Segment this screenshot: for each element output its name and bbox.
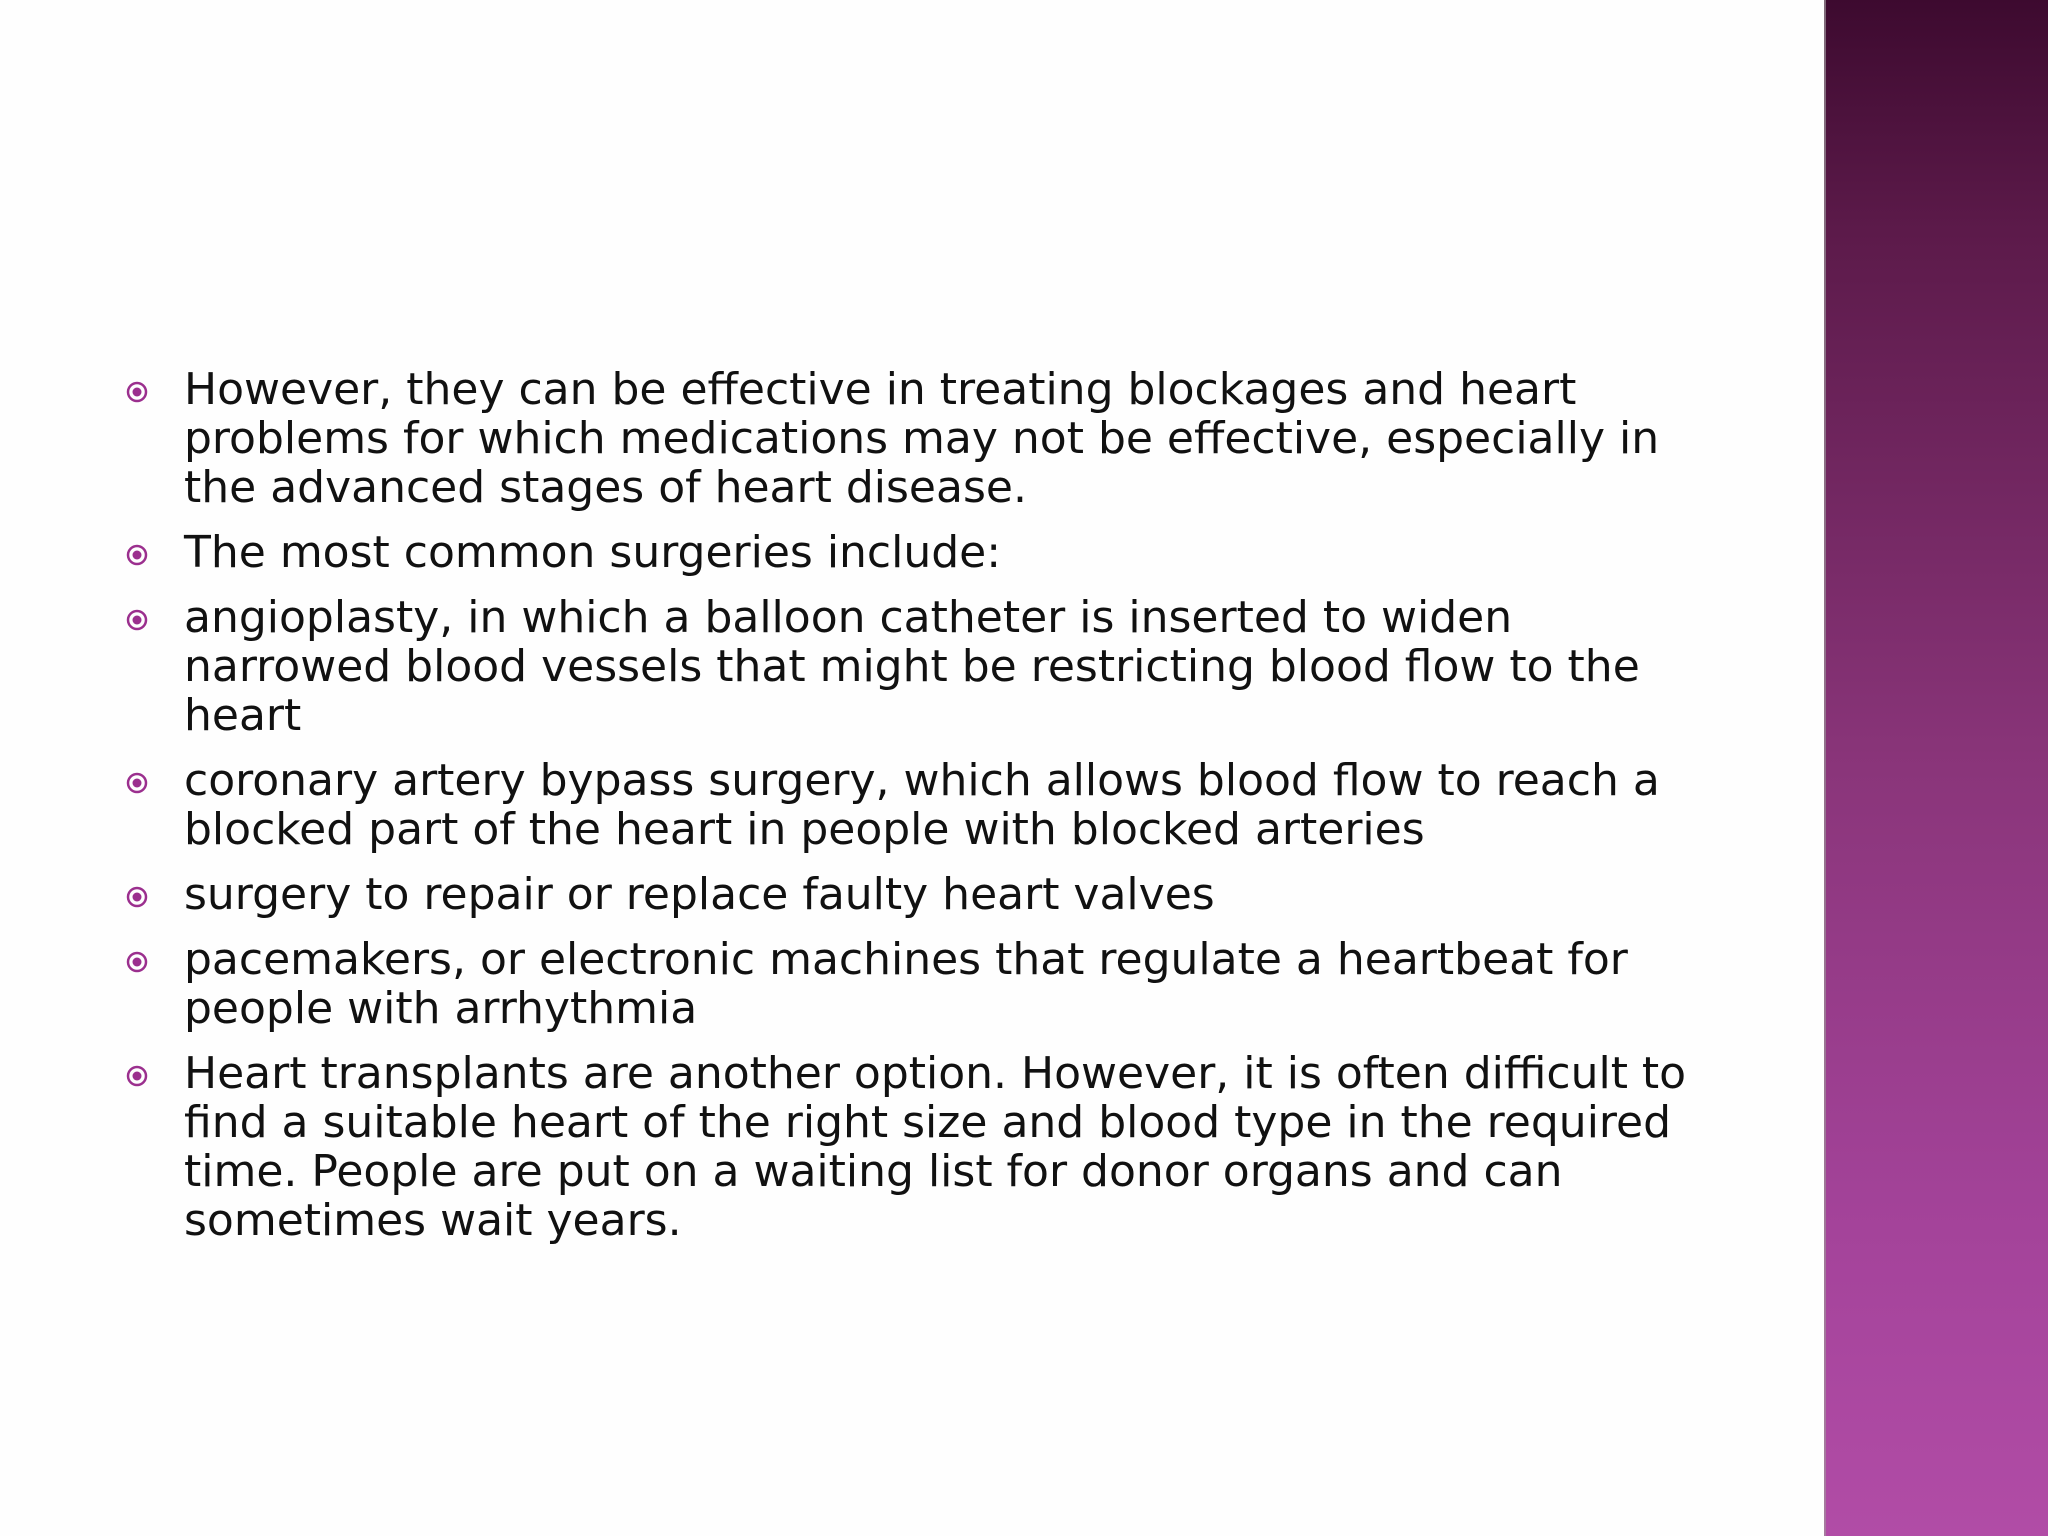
list-item [120, 1049, 1720, 1245]
bullet-list [120, 365, 1720, 1261]
circled-dot-icon [126, 1065, 148, 1087]
list-item [120, 870, 1720, 919]
list-item [120, 593, 1720, 740]
bullet-text: Heart transplants are another option. However, it is often difficult to find a suitable heart of the right size and blood type in the required time. People are put on a waiting list for donor organs and can sometimes wait years. [184, 1048, 1687, 1246]
bullet-text: surgery to repair or replace faulty heart valves [184, 869, 1215, 920]
bullet-text: angioplasty, in which a balloon catheter is inserted to widen narrowed blood vessels that might be restricting blood flow to the heart [184, 592, 1640, 741]
bullet-text: pacemakers, or electronic machines that regulate a heartbeat for people with arrhythmia [184, 934, 1628, 1034]
bullet-text: coronary artery bypass surgery, which allows blood flow to reach a blocked part of the heart in people with blocked arteries [184, 755, 1660, 855]
circled-dot-icon [126, 772, 148, 794]
list-item [120, 365, 1720, 512]
circled-dot-icon [126, 609, 148, 631]
list-item [120, 756, 1720, 854]
list-item [120, 528, 1720, 577]
circled-dot-icon [126, 544, 148, 566]
bullet-text: The most common surgeries include: [184, 527, 1002, 578]
bullet-text: However, they can be effective in treating blockages and heart problems for which medications may not be effective, especially in the advanced stages of heart disease. [184, 364, 1660, 513]
circled-dot-icon [126, 886, 148, 908]
decorative-side-bar [1826, 0, 2048, 1536]
circled-dot-icon [126, 951, 148, 973]
circled-dot-icon [126, 381, 148, 403]
list-item [120, 935, 1720, 1033]
